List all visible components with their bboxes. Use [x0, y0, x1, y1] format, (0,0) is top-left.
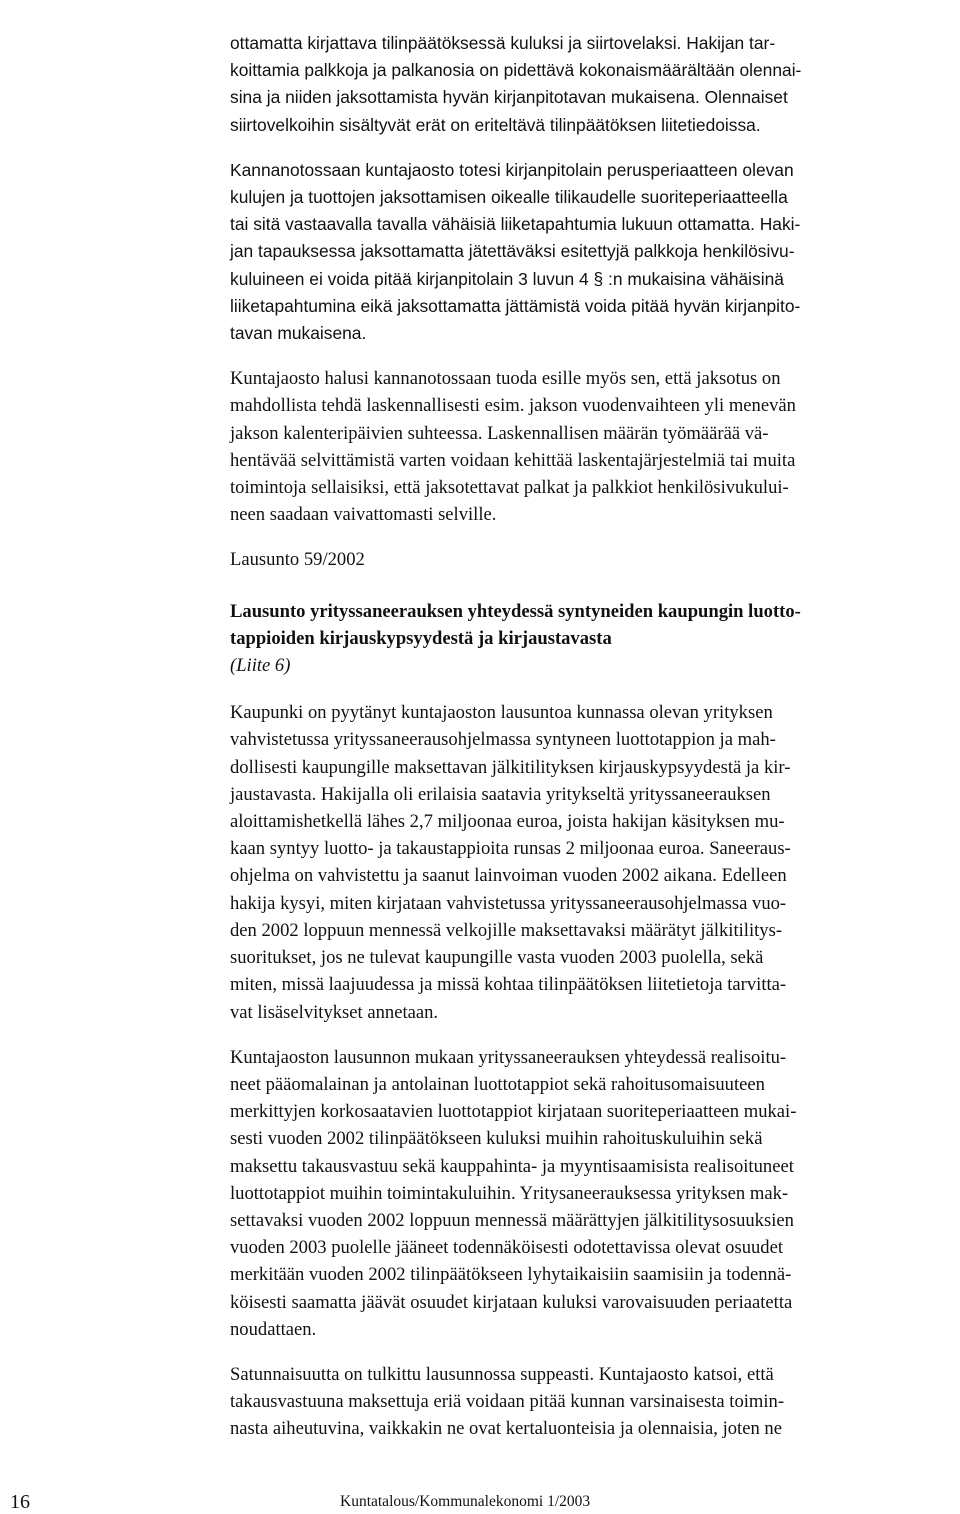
text-line: luottotappiot muihin toimintakuluihin. Yritysaneerauksessa yrityksen mak- — [230, 1182, 789, 1204]
text-line: miten, missä laajuudessa ja missä kohtaa tilinpäätöksen liitetietoja tarvitta- — [230, 974, 787, 996]
text-line: tavan mukaisena. — [230, 323, 367, 344]
title-line: Lausunto yrityssaneerauksen yhteydessä syntyneiden kaupungin luotto- — [230, 600, 801, 622]
text-line: Kuntajaosto halusi kannanotossaan tuoda esille myös sen, että jaksotus on — [230, 368, 781, 390]
text-line: noudattaen. — [230, 1318, 317, 1340]
text-line: Kannanotossaan kuntajaosto totesi kirjanpitolain perusperiaatteen olevan — [230, 159, 794, 180]
title-line: tappioiden kirjauskypsyydestä ja kirjaustavasta — [230, 627, 612, 649]
text-line: vat lisäselvitykset annetaan. — [230, 1001, 439, 1023]
text-line: kuluineen ei voida pitää kirjanpitolain 3 luvun 4 § :n mukaisina vähäisinä — [230, 268, 784, 289]
text-line: den 2002 loppuun mennessä velkojille maksettavaksi määrätyt jälkitilitys- — [230, 919, 783, 941]
paragraph-1 — [230, 30, 960, 139]
text-line: tai sitä vastaavalla tavalla vähäisiä liiketapahtumia lukuun ottamatta. Haki- — [230, 214, 801, 235]
text-line: mahdollista tehdä laskennallisesti esim. jakson vuodenvaihteen yli menevän — [230, 395, 796, 417]
text-line: koittamia palkkoja ja palkanosia on pidettävä kokonaismäärältään olennai- — [230, 60, 802, 81]
text-line: settavaksi vuoden 2002 loppuun mennessä määrättyjen jälkitilitysosuuksien — [230, 1209, 794, 1231]
text-line: jaustavasta. Hakijalla oli erilaisia saatavia yritykseltä yrityssaneerauksen — [230, 783, 771, 805]
text-line: suoritukset, jos ne tulevat kaupungille vasta vuoden 2003 puolella, sekä — [230, 947, 764, 969]
text-line: jan tapauksessa jaksottamatta jätettäväksi esitettyjä palkkoja henkilösivu- — [230, 241, 795, 262]
text-line: maksettu takausvastuu sekä kauppahinta- ja myyntisaamisista realisoituneet — [230, 1155, 794, 1177]
paragraph-3 — [230, 365, 960, 528]
text-line: kaan syntyy luotto- ja takaustappioita runsas 2 miljoonaa euroa. Saneeraus- — [230, 838, 791, 860]
text-line: siirtovelkoihin sisältyvät erät on eriteltävä tilinpäätöksen liitetiedoissa. — [230, 114, 761, 135]
text-line: takausvastuuna maksettuja eriä voidaan pitää kunnan varsinaisesta toimin- — [230, 1391, 785, 1413]
text-line: liiketapahtumina eikä jaksottamatta jättämistä voida pitää hyvän kirjanpito- — [230, 295, 801, 316]
text-line: Kuntajaoston lausunnon mukaan yrityssaneerauksen yhteydessä realisoitu- — [230, 1046, 787, 1068]
text-line: ohjelma on vahvistettu ja saanut lainvoiman vuoden 2002 aikana. Edelleen — [230, 865, 787, 887]
text-line: hentävää selvittämistä varten voidaan kehittää laskentajärjestelmiä tai muita — [230, 449, 796, 471]
statement-title — [230, 598, 960, 652]
text-line: toimintoja sellaisiksi, että jaksotettavat palkat ja palkkiot henkilösivukului- — [230, 477, 789, 499]
paragraph-2 — [230, 157, 960, 347]
text-line: aloittamishetkellä lähes 2,7 miljoonaa euroa, joista hakijan käsityksen mu- — [230, 811, 785, 833]
text-line: sina ja niiden jaksottamista hyvän kirjanpitotavan mukaisena. Olennaiset — [230, 87, 788, 108]
text-line: vuoden 2003 puolelle jääneet todennäköisesti odotettavissa olevat osuudet — [230, 1237, 784, 1259]
text-line: merkittyjen korkosaatavien luottotappiot kirjataan suoriteperiaatteen mukai- — [230, 1101, 797, 1123]
text-line: Satunnaisuutta on tulkittu lausunnossa suppeasti. Kuntajaosto katsoi, että — [230, 1363, 774, 1385]
appendix-reference: (Liite 6) — [230, 655, 291, 677]
text-line: dollisesti kaupungille maksettavan jälkitilityksen kirjauskypsyydestä ja kir- — [230, 756, 791, 778]
statement-paragraph-3 — [230, 1361, 960, 1443]
text-line: ottamatta kirjattava tilinpäätöksessä kuluksi ja siirtovelaksi. Hakijan tar- — [230, 33, 776, 53]
text-line: merkitään vuoden 2002 tilinpäätökseen lyhytaikaisiin saamisiin ja todennä- — [230, 1264, 792, 1286]
text-line: neet pääomalainan ja antolainan luottotappiot sekä rahoitusomaisuuteen — [230, 1073, 765, 1095]
text-line: jakson kalenteripäivien suhteessa. Laskennallisen määrän työmäärää vä- — [230, 422, 769, 444]
text-line: köisesti saamatta jäävät osuudet kirjataan kuluksi varovaisuuden periaatetta — [230, 1291, 793, 1313]
publication-footer: Kuntatalous/Kommunalekonomi 1/2003 — [340, 1493, 591, 1510]
text-line: vahvistetussa yrityssaneerausohjelmassa syntyneen luottotappion ja mah- — [230, 729, 776, 751]
text-line: nasta aiheutuvina, vaikkakin ne ovat kertaluonteisia ja olennaisia, joten ne — [230, 1418, 782, 1440]
page-number: 16 — [10, 1491, 30, 1513]
statement-paragraph-2 — [230, 1044, 960, 1343]
statement-paragraph-1 — [230, 699, 960, 1025]
text-line: sesti vuoden 2002 tilinpäätökseen kuluksi muihin rahoituskuluihin sekä — [230, 1128, 763, 1150]
statement-reference: Lausunto 59/2002 — [230, 549, 365, 571]
text-line: kulujen ja tuottojen jaksottamisen oikealle tilikaudelle suoriteperiaatteella — [230, 187, 788, 208]
text-line: hakija kysyi, miten kirjataan vahvistetussa yrityssaneerausohjelmassa vuo- — [230, 892, 787, 914]
text-line: neen saadaan vaivattomasti selville. — [230, 504, 497, 526]
text-line: Kaupunki on pyytänyt kuntajaoston lausuntoa kunnassa olevan yrityksen — [230, 702, 773, 724]
page-content — [230, 30, 960, 1461]
